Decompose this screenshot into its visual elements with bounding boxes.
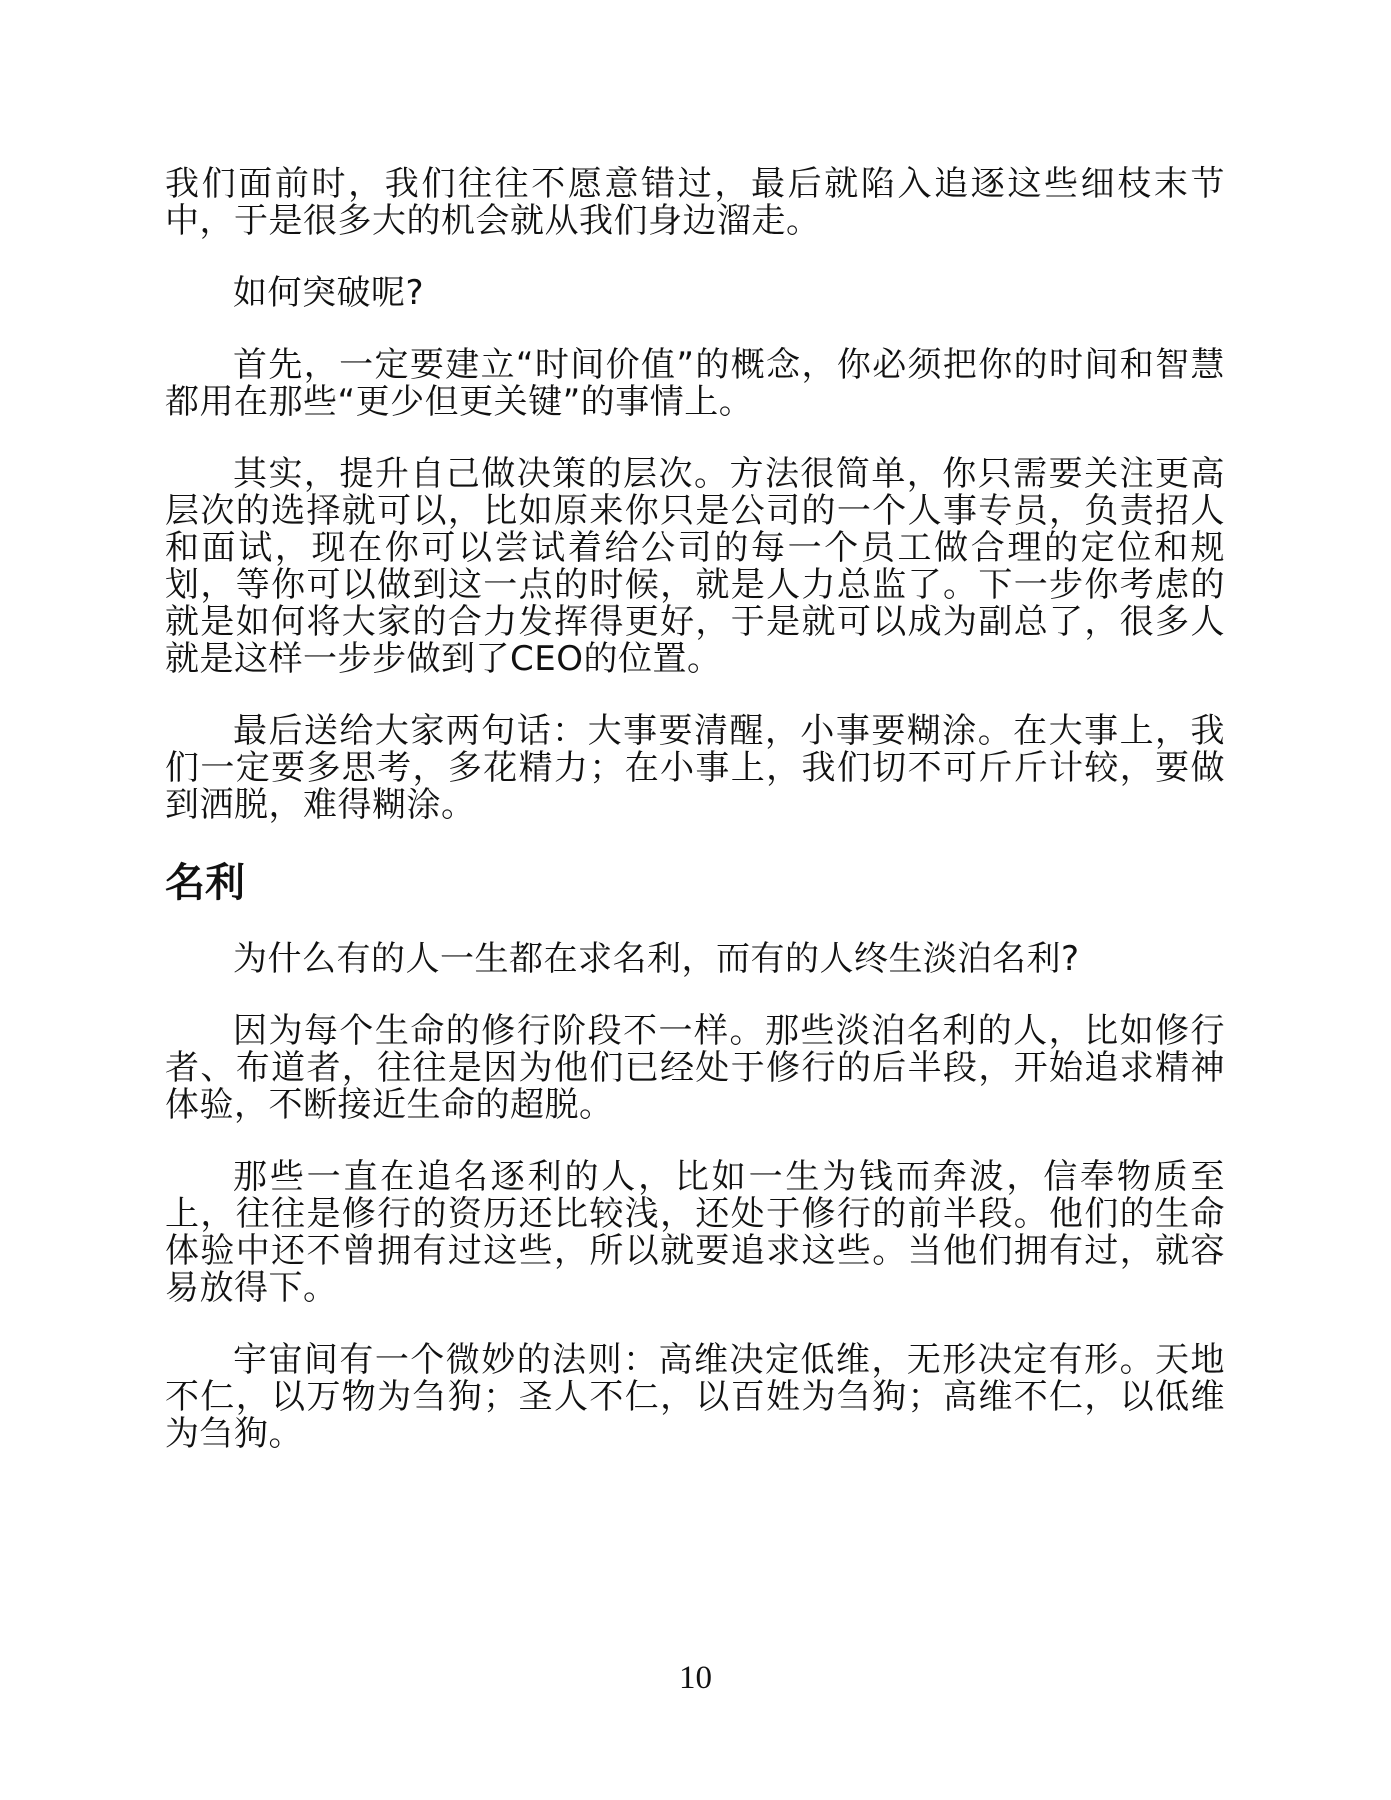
paragraph-chasing-fame: 那些一直在追名逐利的人，比如一生为钱而奔波，信奉物质至上，往往是修行的资历还比较浅，还处于修行的前半段。他们的生命体验中还不曾拥有过这些，所以就要追求这些。当他们拥有过，就容易放得下。 xyxy=(165,1157,1225,1308)
paragraph-closing-advice: 最后送给大家两句话：大事要清醒，小事要糊涂。在大事上，我们一定要多思考，多花精力；在小事上，我们切不可斤斤计较，要做到洒脱，难得糊涂。 xyxy=(165,711,1225,825)
paragraph-universe-law: 宇宙间有一个微妙的法则：高维决定低维，无形决定有形。天地不仁，以万物为刍狗；圣人不仁，以百姓为刍狗；高维不仁，以低维为刍狗。 xyxy=(165,1340,1225,1454)
paragraph-continuation: 我们面前时，我们往往不愿意错过，最后就陷入追逐这些细枝末节中，于是很多大的机会就从我们身边溜走。 xyxy=(165,164,1225,241)
paragraph-decision-level: 其实，提升自己做决策的层次。方法很简单，你只需要关注更高层次的选择就可以，比如原来你只是公司的一个人事专员，负责招人和面试，现在你可以尝试着给公司的每一个员工做合理的定位和规划，等你可以做到这一点的时候，就是人力总监了。下一步你考虑的就是如何将大家的合力发挥得更好，于是就可以成为副总了，很多人就是这样一步步做到了CEO的位置。 xyxy=(165,454,1225,679)
section-title: 名利 xyxy=(165,860,245,906)
paragraph-practice-stage: 因为每个生命的修行阶段不一样。那些淡泊名利的人，比如修行者、布道者，往往是因为他们已经处于修行的后半段，开始追求精神体验，不断接近生命的超脱。 xyxy=(165,1011,1225,1125)
page-number: 10 xyxy=(679,1660,712,1696)
paragraph-fame-question: 为什么有的人一生都在求名利，而有的人终生淡泊名利? xyxy=(233,939,1080,979)
paragraph-time-value: 首先，一定要建立“时间价值”的概念，你必须把你的时间和智慧都用在那些“更少但更关键”的事情上。 xyxy=(165,345,1225,422)
page-body xyxy=(165,166,1225,1488)
paragraph-question: 如何突破呢? xyxy=(233,273,425,313)
